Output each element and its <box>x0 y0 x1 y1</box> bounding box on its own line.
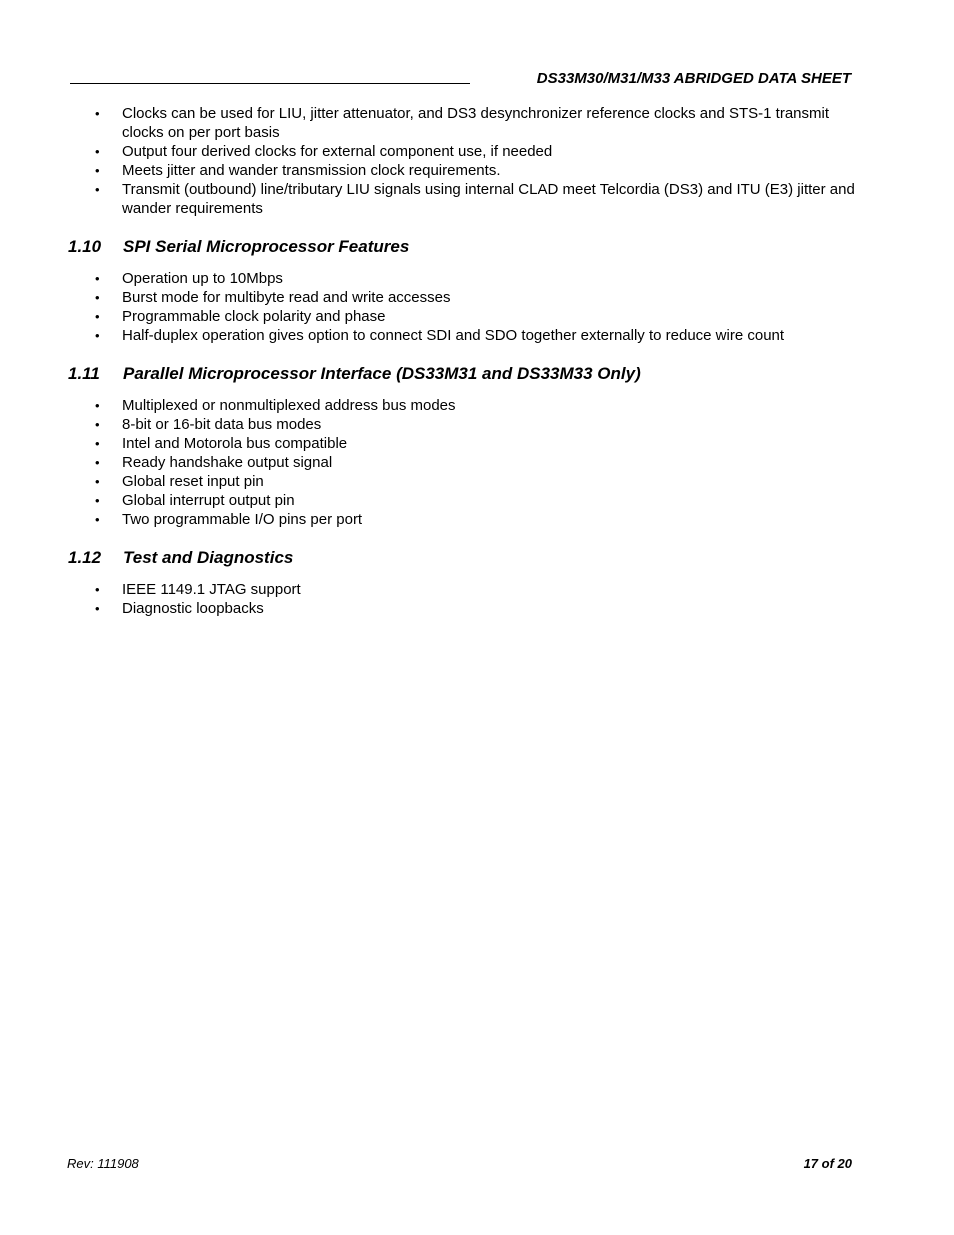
list-item <box>68 434 868 453</box>
bullet-icon: • <box>95 582 100 597</box>
list-item <box>68 180 868 218</box>
list-item-text: Half-duplex operation gives option to connect SDI and SDO together externally to reduce wire count <box>122 327 785 344</box>
list-item <box>68 269 868 288</box>
list-item <box>68 161 868 180</box>
list-item <box>68 491 868 510</box>
bullet-icon: • <box>95 106 100 121</box>
bullet-icon: • <box>95 328 100 343</box>
page-header <box>70 70 853 90</box>
list-item <box>68 415 868 434</box>
intro-bullet-list <box>68 104 868 218</box>
revision-label: Rev: 111908 <box>67 1156 139 1171</box>
list-item-text: Multiplexed or nonmultiplexed address bus modes <box>122 397 456 414</box>
section-number: 1.10 <box>68 237 102 256</box>
bullet-icon: • <box>95 398 100 413</box>
bullet-icon: • <box>95 182 100 197</box>
list-item <box>68 580 868 599</box>
list-item <box>68 104 868 142</box>
bullet-icon: • <box>95 417 100 432</box>
list-item-text: Output four derived clocks for external component use, if needed <box>122 143 553 160</box>
list-item-text: Global interrupt output pin <box>122 492 295 509</box>
list-item-text: Clocks can be used for LIU, jitter attenuator, and DS3 desynchronizer reference clocks and STS-1 transmit clocks on per port basis <box>122 105 830 141</box>
bullet-icon: • <box>95 436 100 451</box>
list-item <box>68 472 868 491</box>
list-item-text: Global reset input pin <box>122 473 264 490</box>
bullet-icon: • <box>95 474 100 489</box>
header-rule <box>70 83 470 84</box>
list-item-text: Intel and Motorola bus compatible <box>122 435 348 452</box>
section-number: 1.12 <box>68 548 102 567</box>
bullet-icon: • <box>95 271 100 286</box>
bullet-icon: • <box>95 601 100 616</box>
bullet-icon: • <box>95 163 100 178</box>
list-item <box>68 599 868 618</box>
list-item <box>68 510 868 529</box>
spi-feature-list <box>68 269 868 345</box>
section-title: SPI Serial Microprocessor Features <box>123 237 410 256</box>
list-item <box>68 396 868 415</box>
document-title: DS33M30/M31/M33 ABRIDGED DATA SHEET <box>536 70 851 87</box>
section-heading-spi <box>68 236 868 258</box>
list-item <box>68 142 868 161</box>
test-feature-list <box>68 580 868 618</box>
section-title: Test and Diagnostics <box>123 548 294 567</box>
list-item <box>68 453 868 472</box>
page-content <box>68 104 868 618</box>
list-item-text: Ready handshake output signal <box>122 454 333 471</box>
list-item-text: Meets jitter and wander transmission clock requirements. <box>122 162 501 179</box>
bullet-icon: • <box>95 512 100 527</box>
list-item-text: Burst mode for multibyte read and write accesses <box>122 289 451 306</box>
section-heading-test <box>68 547 868 569</box>
bullet-icon: • <box>95 144 100 159</box>
list-item-text: Diagnostic loopbacks <box>122 600 264 617</box>
bullet-icon: • <box>95 309 100 324</box>
list-item-text: Operation up to 10Mbps <box>122 270 283 287</box>
list-item-text: Programmable clock polarity and phase <box>122 308 386 325</box>
list-item <box>68 288 868 307</box>
list-item <box>68 307 868 326</box>
section-title: Parallel Microprocessor Interface (DS33M31 and DS33M33 Only) <box>123 364 641 383</box>
list-item-text: IEEE 1149.1 JTAG support <box>122 581 301 598</box>
list-item-text: 8-bit or 16-bit data bus modes <box>122 416 322 433</box>
bullet-icon: • <box>95 455 100 470</box>
list-item <box>68 326 868 345</box>
list-item-text: Transmit (outbound) line/tributary LIU signals using internal CLAD meet Telcordia (DS3) and ITU (E3) jitter and wander requirements <box>122 181 855 217</box>
section-number: 1.11 <box>68 364 100 383</box>
bullet-icon: • <box>95 290 100 305</box>
list-item-text: Two programmable I/O pins per port <box>122 511 363 528</box>
section-heading-parallel <box>68 363 868 385</box>
page-number: 17 of 20 <box>803 1156 852 1171</box>
parallel-feature-list <box>68 396 868 529</box>
bullet-icon: • <box>95 493 100 508</box>
